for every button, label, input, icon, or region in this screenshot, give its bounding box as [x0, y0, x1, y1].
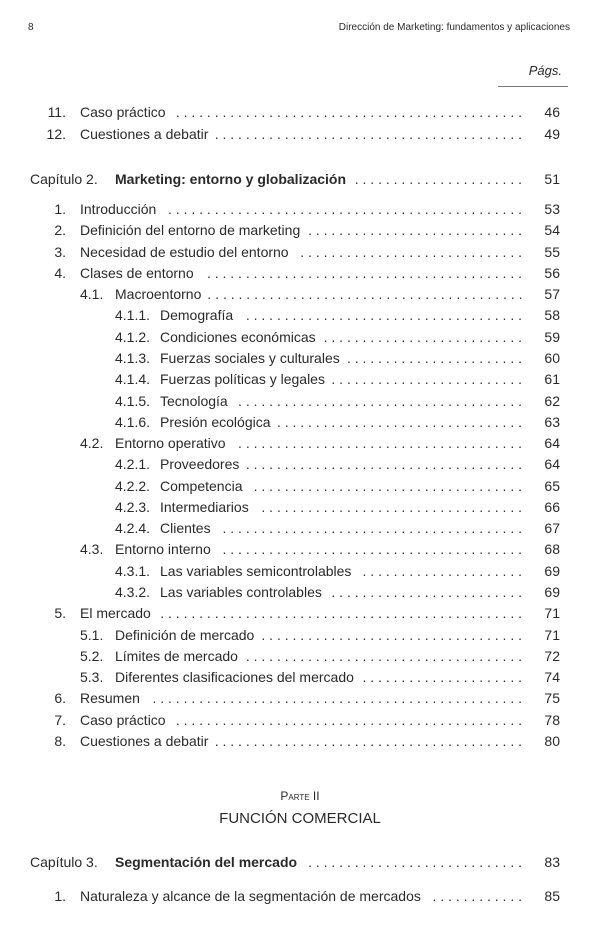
toc-entry-number: 2. — [54, 222, 66, 238]
toc-entry — [0, 263, 560, 283]
toc-entry-number: 4.1.3. — [115, 350, 151, 366]
toc-entry — [0, 369, 560, 389]
toc-entry-page: 53 — [544, 201, 560, 217]
dot-leader: . . . . . . . . . . . . . . . . . . . . . . . . . . . . . . . . . . . . . . . . . . . . . . — [168, 201, 522, 217]
dot-leader: . . . . . . . . . . . . . . . . . . . . . — [362, 563, 522, 579]
toc-entry-title: Definición del entorno de marketing — [80, 222, 301, 238]
dot-leader: . . . . . . . . . . . . . . . . . . . . . . . . . . . . . . . . . . . — [253, 478, 522, 494]
toc-entry-page: 71 — [544, 605, 560, 621]
toc-entry-title: Cuestiones a debatir — [80, 126, 209, 142]
toc-entry — [0, 625, 560, 645]
toc-entry-page: 69 — [544, 584, 560, 600]
dot-leader: . . . . . . . . . . . . . . . . . . . . . . . . . . . . . . . . . . . . . . . . . . . . . — [175, 104, 522, 120]
dot-leader: . . . . . . . . . . . . . . . . . . . . . . . . . . . . . . . . . . . . . . . — [222, 520, 522, 536]
dot-leader: . . . . . . . . . . . . . . . . . . . . . . . . . . . . . . . . . . — [261, 499, 522, 515]
dot-leader: . . . . . . . . . . . . . . . . . . . . . . . . . . . . . . . . . . . . . . . . . — [207, 286, 522, 302]
toc-chapter-entry — [0, 169, 560, 189]
toc-entry-number: 4.2.1. — [115, 456, 151, 472]
toc-entry-page: 61 — [544, 371, 560, 387]
toc-entry-page: 63 — [544, 414, 560, 430]
pages-column-rule — [498, 86, 568, 87]
toc-entry-number: 7. — [54, 712, 66, 728]
dot-leader: . . . . . . . . . . . . . . . . . . . . . . . . . . . . . . . . . . . . . . . — [222, 541, 522, 557]
toc-entry — [0, 603, 560, 623]
toc-entry-page: 78 — [544, 712, 560, 728]
toc-entry-number: 1. — [54, 201, 66, 217]
toc-entry — [0, 433, 560, 453]
part-label: Parte II — [280, 789, 320, 803]
toc-entry — [0, 124, 560, 144]
toc-entry-page: 58 — [544, 307, 560, 323]
toc-entry-page: 46 — [544, 104, 560, 120]
pages-column-label: Págs. — [528, 63, 562, 78]
toc-entry-number: 3. — [54, 244, 66, 260]
toc-entry-page: 56 — [544, 265, 560, 281]
toc-entry — [0, 688, 560, 708]
toc-entry-title: Demografía — [160, 307, 234, 323]
toc-entry-number: Capítulo 3. — [30, 854, 98, 870]
dot-leader: . . . . . . . . . . . . . . . . . . . . . . . . . . . . — [308, 854, 522, 870]
dot-leader: . . . . . . . . . . . . . . . . . . . . . . . . . — [331, 371, 522, 387]
toc-entry-page: 49 — [544, 126, 560, 142]
toc-entry-title: Segmentación del mercado — [115, 854, 298, 870]
dot-leader: . . . . . . . . . . . . . . . . . . . . . . . . . . . . . . . . . . . . — [245, 456, 522, 472]
toc-entry-number: 4.3. — [80, 541, 104, 557]
toc-entry-title: Clases de entorno — [80, 265, 194, 281]
toc-entry-title: Entorno interno — [115, 541, 211, 557]
toc-entry — [0, 348, 560, 368]
toc-entry-page: 54 — [544, 222, 560, 238]
toc-entry-page: 72 — [544, 648, 560, 664]
toc-entry — [0, 710, 560, 730]
toc-entry-title: Resumen — [80, 690, 140, 706]
toc-entry-page: 62 — [544, 393, 560, 409]
toc-entry-page: 80 — [544, 733, 560, 749]
toc-entry-page: 64 — [544, 435, 560, 451]
toc-entry-title: Las variables controlables — [160, 584, 322, 600]
toc-entry-title: Límites de mercado — [115, 648, 238, 664]
toc-entry-title: Caso práctico — [80, 712, 166, 728]
toc-entry-title: Proveedores — [160, 456, 240, 472]
toc-entry-title: Cuestiones a debatir — [80, 733, 209, 749]
toc-entry — [0, 518, 560, 538]
toc-entry-page: 55 — [544, 244, 560, 260]
toc-entry — [0, 561, 560, 581]
toc-entry-title: Condiciones económicas — [160, 329, 316, 345]
toc-entry-number: 1. — [54, 888, 66, 904]
toc-entry-title: Marketing: entorno y globalización — [115, 171, 347, 187]
toc-entry-title: Competencia — [160, 478, 243, 494]
toc-entry-number: 5.1. — [80, 627, 104, 643]
toc-entry-number: 4.1.4. — [115, 371, 151, 387]
toc-entry-number: 4.3.2. — [115, 584, 151, 600]
toc-entry — [0, 220, 560, 240]
toc-entry — [0, 454, 560, 474]
toc-entry — [0, 284, 560, 304]
toc-entry-page: 68 — [544, 541, 560, 557]
toc-entry-title: Fuerzas sociales y culturales — [160, 350, 340, 366]
dot-leader: . . . . . . . . . . . . . . . . . . . . . . . . . . . . . . . . . . . . . . . . . — [206, 265, 522, 281]
dot-leader: . . . . . . . . . . . . . . . . . . . . . . . . . . . . . . . . . . . . — [245, 648, 522, 664]
header-book-title: Dirección de Marketing: fundamentos y aplicaciones — [338, 22, 570, 33]
dot-leader: . . . . . . . . . . . . . . . . . . . . . . . . . . . . . . . . — [276, 414, 522, 430]
dot-leader: . . . . . . . . . . . . . . . . . . . . . . . . . — [331, 584, 522, 600]
toc-entry-title: Macroentorno — [115, 286, 202, 302]
toc-entry-page: 59 — [544, 329, 560, 345]
toc-entry — [0, 305, 560, 325]
part-title: FUNCIÓN COMERCIAL — [219, 810, 381, 827]
toc-entry-number: 5.3. — [80, 669, 104, 685]
dot-leader: . . . . . . . . . . . . . . . . . . . . . . . — [346, 350, 522, 366]
toc-entry-number: 5.2. — [80, 648, 104, 664]
toc-entry-title: Diferentes clasificaciones del mercado — [115, 669, 354, 685]
toc-entry-title: Introducción — [80, 201, 157, 217]
toc-entry — [0, 731, 560, 751]
toc-entry-title: Tecnología — [160, 393, 228, 409]
toc-entry-page: 83 — [544, 854, 560, 870]
toc-entry — [0, 412, 560, 432]
toc-entry-title: Las variables semicontrolables — [160, 563, 352, 579]
dot-leader: . . . . . . . . . . . . . . . . . . . . . . . . . . . . . . . . . . . . . . . . — [214, 126, 522, 142]
dot-leader: . . . . . . . . . . . . . . . . . . . . . . . . . . — [323, 329, 522, 345]
dot-leader: . . . . . . . . . . . . . . . . . . . . . . . . . . . . . . . . . . . . . — [238, 393, 522, 409]
toc-entry-title: Presión ecológica — [160, 414, 271, 430]
toc-entry-number: 4.3.1. — [115, 563, 151, 579]
toc-entry-title: Entorno operativo — [115, 435, 226, 451]
toc-entry-page: 74 — [544, 669, 560, 685]
toc-chapter-entry — [0, 852, 560, 872]
toc-entry-page: 60 — [544, 350, 560, 366]
toc-entry — [0, 391, 560, 411]
dot-leader: . . . . . . . . . . . . . . . . . . . . . . . . . . . . . . . . . . . . . . . . — [214, 733, 522, 749]
toc-entry-number: 4.2.4. — [115, 520, 151, 536]
toc-entry-number: 11. — [47, 104, 66, 120]
toc-entry-number: 4.1.5. — [115, 393, 151, 409]
dot-leader: . . . . . . . . . . . . . . . . . . . . . . . . . . . . . . . . . . . . . . . . . . . . . . . . — [152, 690, 522, 706]
toc-entry-title: Naturaleza y alcance de la segmentación de mercados — [80, 888, 421, 904]
toc-entry-page: 64 — [544, 456, 560, 472]
dot-leader: . . . . . . . . . . . . — [432, 888, 522, 904]
toc-entry-page: 57 — [544, 286, 560, 302]
toc-entry-page: 65 — [544, 478, 560, 494]
toc-entry-number: 4.2.2. — [115, 478, 151, 494]
toc-entry-page: 67 — [544, 520, 560, 536]
toc-entry-number: 4.1. — [80, 286, 104, 302]
toc-entry-title: El mercado — [80, 605, 151, 621]
toc-entry — [0, 497, 560, 517]
toc-entry-title: Clientes — [160, 520, 211, 536]
toc-entry-page: 75 — [544, 690, 560, 706]
toc-entry — [0, 582, 560, 602]
toc-entry — [0, 476, 560, 496]
toc-entry-number: 12. — [46, 126, 66, 142]
toc-entry-page: 66 — [544, 499, 560, 515]
toc-entry-title: Definición de mercado — [115, 627, 255, 643]
dot-leader: . . . . . . . . . . . . . . . . . . . . . . . . . . . . . — [300, 244, 522, 260]
header-page-number: 8 — [28, 22, 34, 33]
dot-leader: . . . . . . . . . . . . . . . . . . . . . — [362, 669, 522, 685]
toc-entry — [0, 646, 560, 666]
toc-entry-number: 4. — [54, 265, 66, 281]
toc-entry — [0, 539, 560, 559]
toc-entry-page: 51 — [544, 171, 560, 187]
dot-leader: . . . . . . . . . . . . . . . . . . . . . . . . . . . . . . . . . . . . — [245, 307, 522, 323]
toc-entry-number: 4.2. — [80, 435, 104, 451]
toc-entry-number: 8. — [54, 733, 66, 749]
toc-entry-number: 4.1.6. — [115, 414, 151, 430]
toc-entry — [0, 667, 560, 687]
dot-leader: . . . . . . . . . . . . . . . . . . . . . . . . . . . . . . . . . . . . . — [238, 435, 522, 451]
toc-entry-number: 5. — [54, 605, 66, 621]
toc-entry — [0, 199, 560, 219]
toc-entry — [0, 886, 560, 906]
dot-leader: . . . . . . . . . . . . . . . . . . . . . . . . . . . . . . . . . . . . . . . . . . . . . . . — [160, 605, 522, 621]
toc-entry-number: 4.2.3. — [115, 499, 151, 515]
toc-entry-number: 4.1.2. — [115, 329, 151, 345]
toc-entry-page: 69 — [544, 563, 560, 579]
dot-leader: . . . . . . . . . . . . . . . . . . . . . . . . . . . . . . . . . . . . . . . . . . . . . — [175, 712, 522, 728]
toc-entry-page: 71 — [544, 627, 560, 643]
toc-entry — [0, 242, 560, 262]
toc-entry — [0, 102, 560, 122]
toc-entry-number: 6. — [54, 690, 66, 706]
toc-entry-number: 4.1.1. — [115, 307, 151, 323]
dot-leader: . . . . . . . . . . . . . . . . . . . . . . . . . . . . . . . . . . — [261, 627, 522, 643]
toc-entry-title: Intermediarios — [160, 499, 249, 515]
dot-leader: . . . . . . . . . . . . . . . . . . . . . . — [354, 171, 522, 187]
toc-entry — [0, 327, 560, 347]
toc-entry-number: Capítulo 2. — [30, 171, 98, 187]
dot-leader: . . . . . . . . . . . . . . . . . . . . . . . . . . . . — [308, 222, 522, 238]
toc-entry-title: Caso práctico — [80, 104, 166, 120]
toc-entry-title: Necesidad de estudio del entorno — [80, 244, 289, 260]
toc-entry-page: 85 — [544, 888, 560, 904]
toc-entry-title: Fuerzas políticas y legales — [160, 371, 325, 387]
